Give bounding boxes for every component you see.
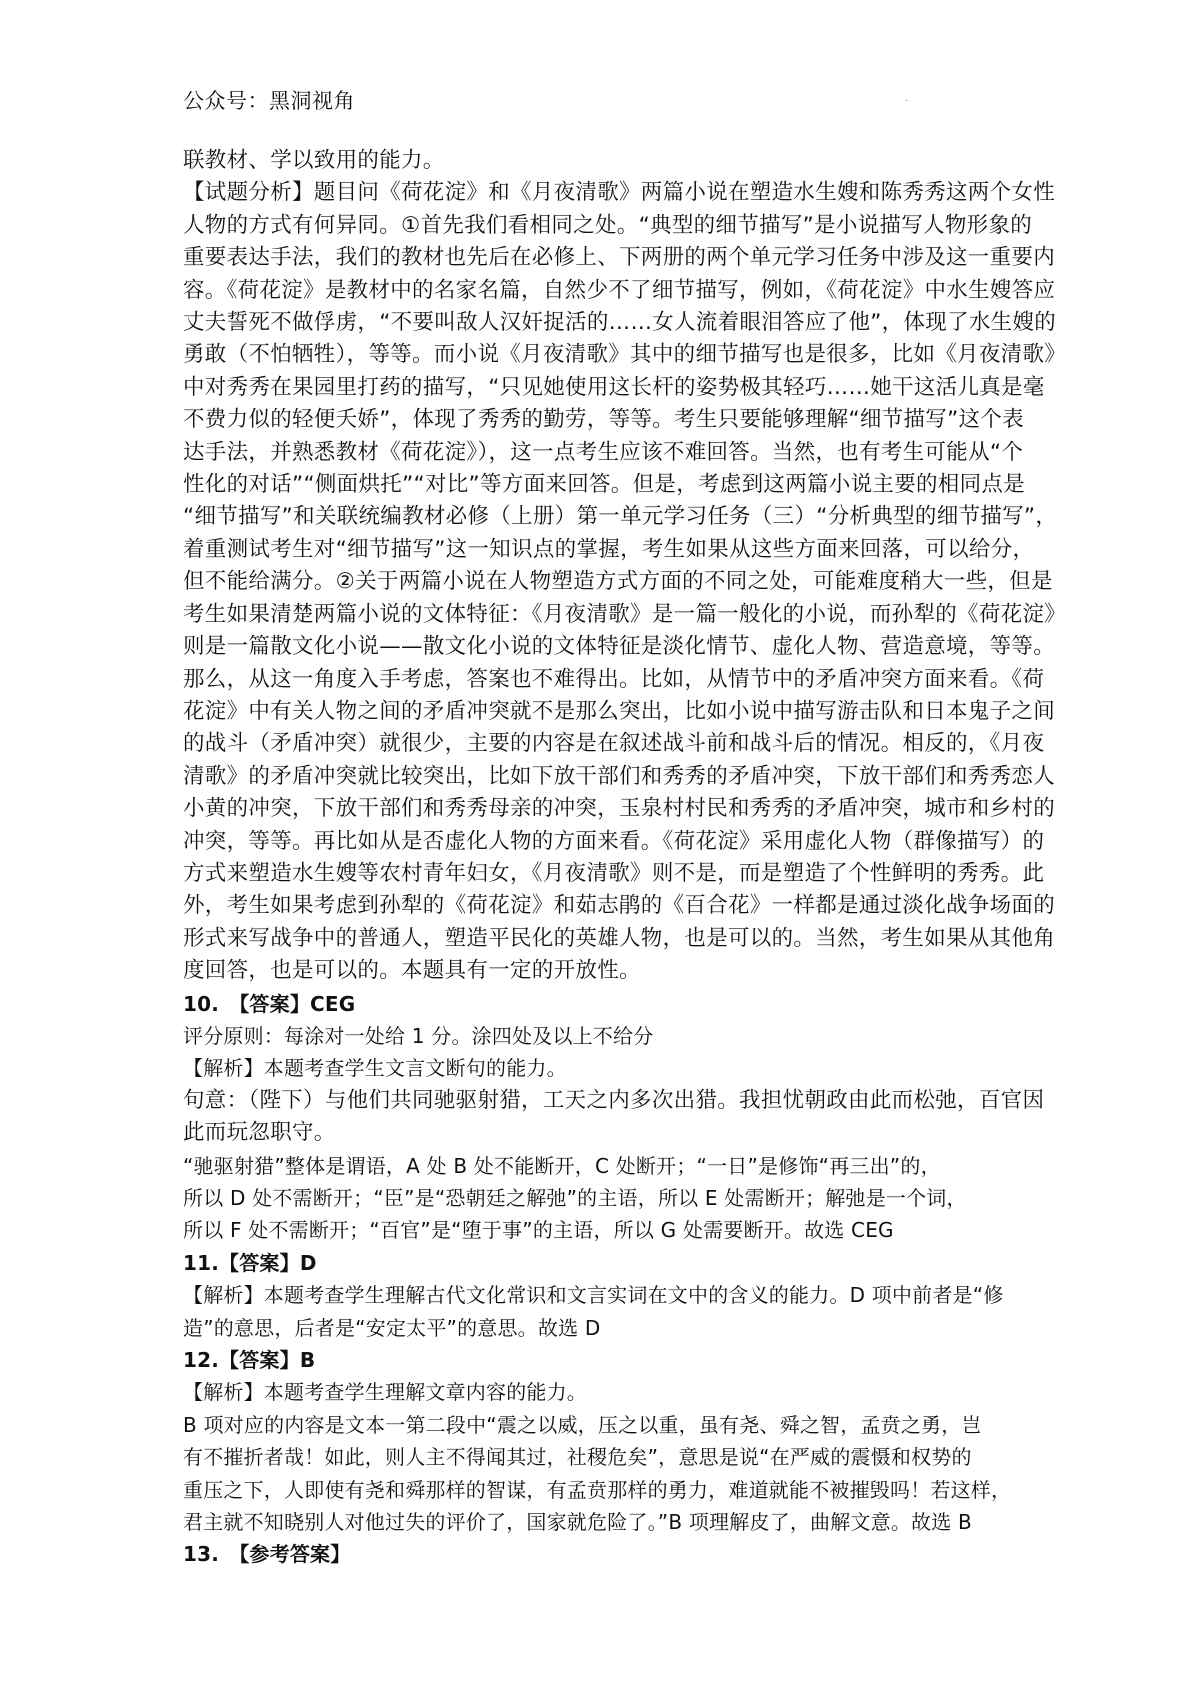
text-line: 的战斗（矛盾冲突）就很少，主要的内容是在叙述战斗前和战斗后的情况。相反的，《月夜 bbox=[183, 731, 1045, 757]
text-line: 句意：（陛下）与他们共同驰驱射猎，工天之内多次出猎。我担忧朝政由此而松弛，百官因 bbox=[183, 1087, 1045, 1113]
text-line: 但不能给满分。②关于两篇小说在人物塑造方式方面的不同之处，可能难度稍大一些，但是 bbox=[183, 569, 1053, 595]
text-line: 联教材、学以致用的能力。 bbox=[183, 148, 445, 173]
text-line: 造”的意思，后者是“安定太平”的意思。故选 D bbox=[183, 1315, 601, 1340]
text-line: 度回答，也是可以的。本题具有一定的开放性。 bbox=[183, 958, 641, 984]
text-line: 不费力似的轻便夭娇”，体现了秀秀的勤劳，等等。考生只要能够理解“细节描写”这个表 bbox=[183, 407, 1024, 433]
text-line: 考生如果清楚两篇小说的文体特征：《月夜清歌》是一篇一般化的小说，而孙犁的《荷花淀》 bbox=[183, 601, 1067, 627]
text-line: 冲突，等等。再比如从是否虚化人物的方面来看。《荷花淀》采用虚化人物（群像描写）的 bbox=[183, 828, 1045, 854]
text-line: 有不摧折者哉！如此，则人主不得闻其过，社稷危矣”，意思是说“在严威的震慑和权势的 bbox=[183, 1445, 972, 1470]
text-line: 小黄的冲突，下放干部们和秀秀母亲的冲突，玉泉村村民和秀秀的矛盾冲突，城市和乡村的 bbox=[183, 796, 1056, 822]
text-line: 花淀》中有关人物之间的矛盾冲突就不是那么突出，比如小说中描写游击队和日本鬼子之间 bbox=[183, 698, 1056, 724]
text-line: 此而玩忽职守。 bbox=[183, 1120, 336, 1146]
text-line: “驰驱射猎”整体是谓语，A 处 B 处不能断开，C 处断开；“一日”是修饰“再三出”的， bbox=[183, 1153, 941, 1178]
text-line: 所以 F 处不需断开；“百官”是“堕于事”的主语，所以 G 处需要断开。故选 CEG bbox=[183, 1218, 894, 1243]
text-line: 【解析】本题考查学生理解古代文化常识和文言实词在文中的含义的能力。D 项中前者是“修 bbox=[183, 1283, 1004, 1308]
text-line: 外，考生如果考虑到孙犁的《荷花淀》和茹志鹃的《百合花》一样都是通过淡化战争场面的 bbox=[183, 893, 1056, 919]
text-line: 那么，从这一角度入手考虑，答案也不难得出。比如，从情节中的矛盾冲突方面来看。《荷 bbox=[183, 666, 1045, 692]
text-line: 形式来写战争中的普通人，塑造平民化的英雄人物，也是可以的。当然，考生如果从其他角 bbox=[183, 925, 1056, 951]
corner-mark: · bbox=[905, 96, 909, 107]
text-line: 清歌》的矛盾冲突就比较突出，比如下放干部们和秀秀的矛盾冲突，下放干部们和秀秀恋人 bbox=[183, 763, 1056, 789]
text-line: 性化的对话”“侧面烘托”“对比”等方面来回答。但是，考虑到这两篇小说主要的相同点是 bbox=[183, 472, 1025, 498]
text-line: 容。《荷花淀》是教材中的名家名篇，自然少不了细节描写，例如，《荷花淀》中水生嫂答应 bbox=[183, 277, 1056, 303]
text-line: 丈夫誓死不做俘虏，“不要叫敌人汉奸捉活的……女人流着眼泪答应了他”，体现了水生嫂的 bbox=[183, 310, 1057, 336]
text-line: 则是一篇散文化小说——散文化小说的文体特征是淡化情节、虚化人物、营造意境，等等。 bbox=[183, 634, 1056, 660]
text-line: 人物的方式有何异同。①首先我们看相同之处。“典型的细节描写”是小说描写人物形象的 bbox=[183, 212, 1033, 238]
text-line: 【解析】本题考查学生理解文章内容的能力。 bbox=[183, 1380, 587, 1405]
text-line: B 项对应的内容是文本一第二段中“震之以威，压之以重，虽有尧、舜之智，孟贲之勇，岂 bbox=[183, 1412, 982, 1437]
text-line: 【解析】本题考查学生文言文断句的能力。 bbox=[183, 1056, 567, 1081]
answer-heading-13: 13. 【参考答案】 bbox=[183, 1542, 351, 1567]
text-line: 方式来塑造水生嫂等农村青年妇女，《月夜清歌》则不是，而是塑造了个性鲜明的秀秀。此 bbox=[183, 860, 1045, 886]
text-line: 重压之下，人即使有尧和舜那样的智谋，有孟贲那样的勇力，难道就能不被摧毁吗！若这样， bbox=[183, 1477, 1012, 1502]
page-header-account: 公众号：黑洞视角 bbox=[183, 89, 355, 113]
text-line: “细节描写”和关联统编教材必修（上册）第一单元学习任务（三）“分析典型的细节描写”， bbox=[183, 504, 1058, 530]
answer-heading-11: 11.【答案】D bbox=[183, 1250, 317, 1275]
text-line: 中对秀秀在果园里打药的描写，“只见她使用这长杆的姿势极其轻巧……她干这活儿真是毫 bbox=[183, 374, 1045, 400]
text-line: 君主就不知晓别人对他过失的评价了，国家就危险了。”B 项理解皮了，曲解文意。故选 B bbox=[183, 1510, 972, 1535]
answer-heading-10: 10. 【答案】CEG bbox=[183, 991, 356, 1016]
document-body bbox=[183, 145, 1067, 1571]
text-line: 勇敢（不怕牺牲），等等。而小说《月夜清歌》其中的细节描写也是很多，比如《月夜清歌》 bbox=[183, 342, 1067, 368]
text-line: 着重测试考生对“细节描写”这一知识点的掌握，考生如果从这些方面来回落，可以给分， bbox=[183, 536, 1035, 562]
answer-heading-12: 12.【答案】B bbox=[183, 1348, 316, 1373]
text-line: 【试题分析】题目问《荷花淀》和《月夜清歌》两篇小说在塑造水生嫂和陈秀秀这两个女性 bbox=[183, 180, 1056, 206]
text-line: 评分原则：每涂对一处给 1 分。涂四处及以上不给分 bbox=[183, 1023, 654, 1048]
text-line: 重要表达手法，我们的教材也先后在必修上、下两册的两个单元学习任务中涉及这一重要内 bbox=[183, 245, 1056, 271]
text-line: 所以 D 处不需断开；“臣”是“恐朝廷之解弛”的主语，所以 E 处需断开；解弛是一个词， bbox=[183, 1186, 967, 1210]
text-line: 达手法，并熟悉教材《荷花淀》），这一点考生应该不难回答。当然，也有考生可能从“个 bbox=[183, 439, 1024, 465]
